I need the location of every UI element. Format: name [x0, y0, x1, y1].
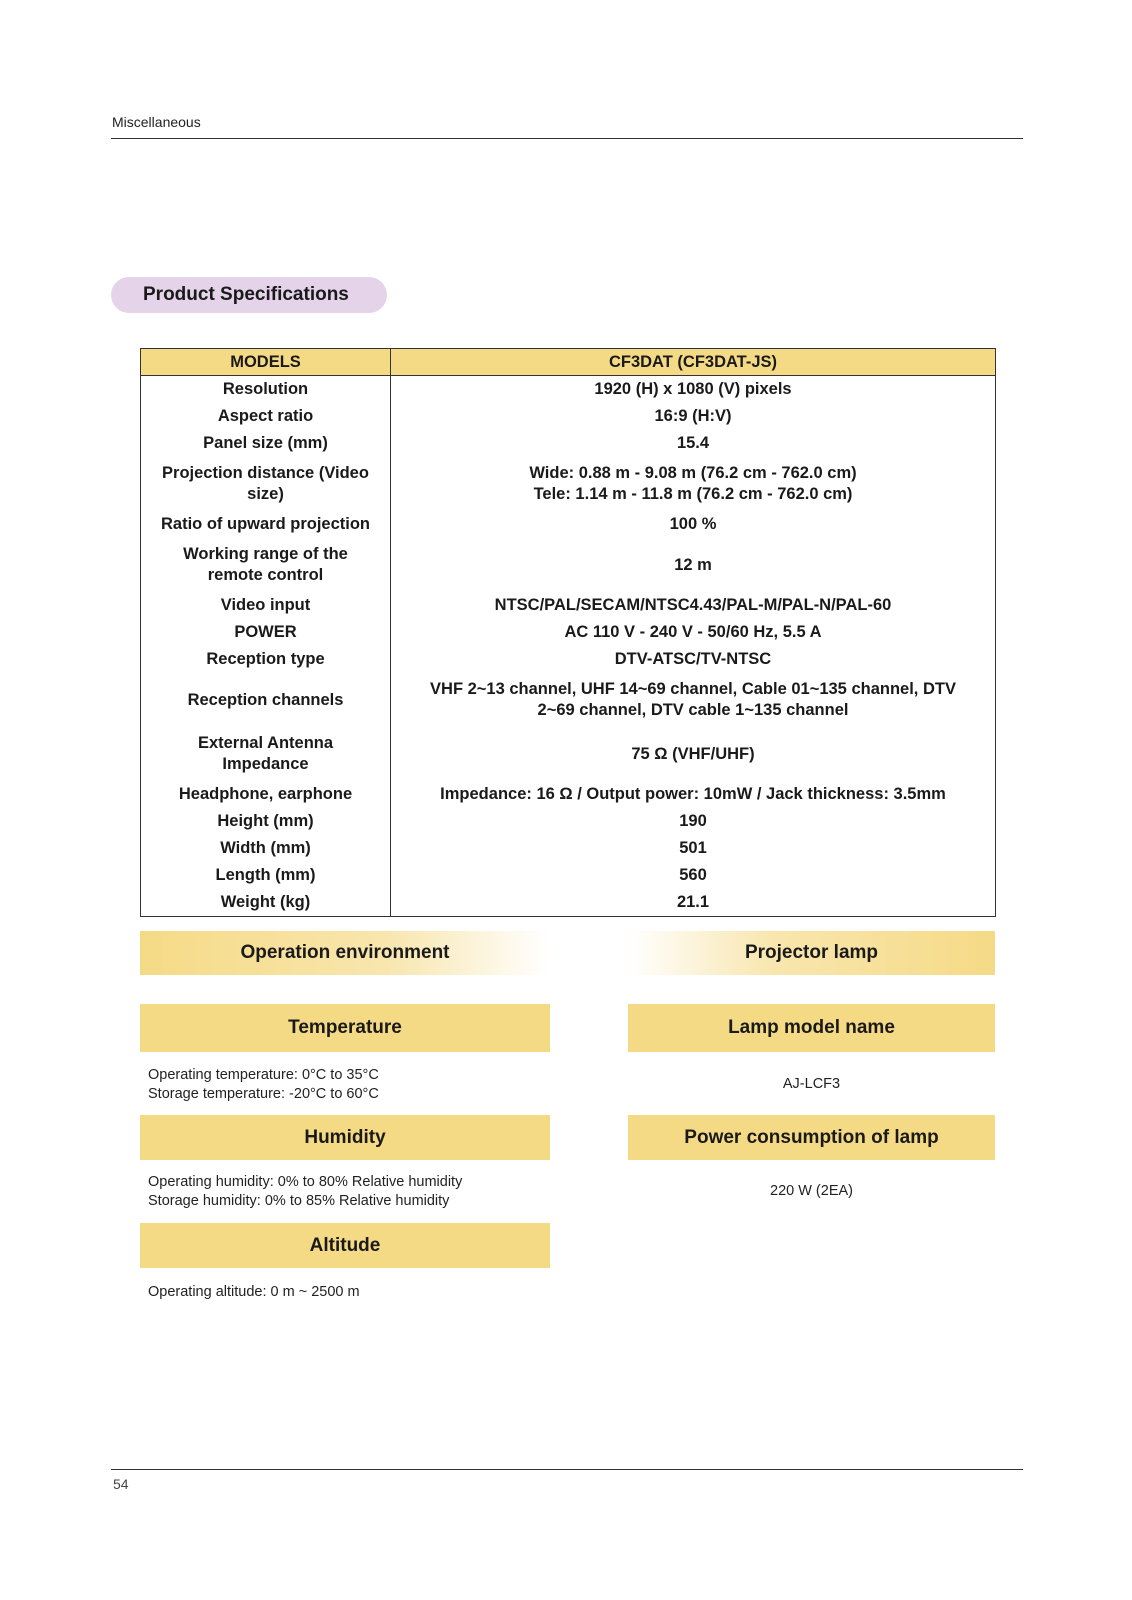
spec-value-line: Wide: 0.88 m - 9.08 m (76.2 cm - 762.0 cm) — [529, 464, 857, 482]
footer-divider — [111, 1469, 1023, 1470]
page-title: Product Specifications — [111, 277, 387, 313]
spec-row — [141, 592, 996, 619]
lamp-power-value: 220 W (2EA) — [770, 1183, 853, 1199]
spec-label-line: Projection distance (Video — [162, 464, 369, 482]
humidity-line: Operating humidity: 0% to 80% Relative humidity — [148, 1174, 463, 1190]
humidity-text — [148, 1173, 462, 1211]
spec-label — [141, 835, 391, 862]
spec-row — [141, 889, 996, 917]
humidity-heading: Humidity — [140, 1115, 550, 1160]
spec-value — [391, 430, 996, 457]
spec-header-value: CF3DAT (CF3DAT-JS) — [391, 349, 996, 376]
spec-value — [391, 376, 996, 404]
spec-row — [141, 808, 996, 835]
spec-row — [141, 376, 996, 404]
spec-label-line: Video input — [220, 596, 311, 614]
lamp-model-value: AJ-LCF3 — [782, 1076, 841, 1092]
spec-value — [391, 457, 996, 511]
spec-label-line: Length (mm) — [215, 866, 316, 884]
spec-value-line: 100 % — [669, 515, 717, 533]
spec-header-row — [141, 349, 996, 376]
spec-row — [141, 403, 996, 430]
temperature-line: Storage temperature: -20°C to 60°C — [148, 1086, 379, 1102]
spec-label-line: Panel size (mm) — [203, 434, 328, 452]
spec-label — [141, 511, 391, 538]
spec-value-line: 21.1 — [676, 893, 710, 911]
spec-label-line: Height (mm) — [217, 812, 314, 830]
spec-value-line: 190 — [679, 812, 707, 830]
spec-label-line: POWER — [234, 623, 297, 641]
spec-value-line: VHF 2~13 channel, UHF 14~69 channel, Cable 01~135 channel, DTV — [430, 680, 956, 698]
spec-label — [141, 727, 391, 781]
spec-value — [391, 511, 996, 538]
spec-label — [141, 673, 391, 727]
spec-label-line: Reception channels — [187, 690, 344, 709]
spec-value-line: AC 110 V - 240 V - 50/60 Hz, 5.5 A — [564, 623, 822, 641]
temperature-line: Operating temperature: 0°C to 35°C — [148, 1067, 379, 1083]
spec-row — [141, 538, 996, 592]
spec-row — [141, 673, 996, 727]
spec-value-line: 12 m — [674, 555, 712, 574]
spec-label — [141, 781, 391, 808]
header-divider — [111, 138, 1023, 139]
spec-table — [140, 348, 996, 917]
spec-label-line: remote control — [207, 566, 324, 584]
spec-row — [141, 835, 996, 862]
spec-row — [141, 646, 996, 673]
spec-label-line: Weight (kg) — [220, 893, 311, 911]
altitude-text — [148, 1283, 360, 1302]
spec-value-line: DTV-ATSC/TV-NTSC — [614, 650, 772, 668]
spec-label — [141, 646, 391, 673]
spec-value — [391, 619, 996, 646]
spec-value-line: NTSC/PAL/SECAM/NTSC4.43/PAL-M/PAL-N/PAL-60 — [494, 596, 892, 614]
spec-label-line: Impedance — [222, 755, 309, 773]
spec-value — [391, 403, 996, 430]
projector-lamp-heading: Projector lamp — [628, 931, 995, 975]
spec-value — [391, 862, 996, 889]
spec-label — [141, 457, 391, 511]
operation-environment-heading: Operation environment — [140, 931, 550, 975]
spec-value-line: 75 Ω (VHF/UHF) — [631, 744, 755, 763]
spec-row — [141, 727, 996, 781]
spec-value-line: Impedance: 16 Ω / Output power: 10mW / Jack thickness: 3.5mm — [440, 785, 946, 803]
spec-label — [141, 592, 391, 619]
spec-header-label: MODELS — [141, 349, 391, 376]
spec-value-line: 560 — [679, 866, 707, 884]
spec-label — [141, 403, 391, 430]
spec-label-line: Reception type — [206, 650, 325, 668]
spec-value — [391, 592, 996, 619]
spec-row — [141, 457, 996, 511]
spec-value-line: Tele: 1.14 m - 11.8 m (76.2 cm - 762.0 cm) — [533, 485, 853, 503]
spec-value — [391, 835, 996, 862]
spec-row — [141, 862, 996, 889]
altitude-line: Operating altitude: 0 m ~ 2500 m — [148, 1284, 360, 1300]
humidity-line: Storage humidity: 0% to 85% Relative humidity — [148, 1193, 450, 1209]
spec-value-line: 2~69 channel, DTV cable 1~135 channel — [537, 701, 849, 719]
spec-value-line: 501 — [679, 839, 707, 857]
spec-value — [391, 889, 996, 917]
spec-value-line: 1920 (H) x 1080 (V) pixels — [594, 380, 792, 398]
altitude-heading: Altitude — [140, 1223, 550, 1268]
spec-label — [141, 808, 391, 835]
lamp-model-heading: Lamp model name — [628, 1004, 995, 1052]
temperature-text — [148, 1066, 379, 1104]
spec-label-line: Width (mm) — [220, 839, 311, 857]
spec-value — [391, 808, 996, 835]
spec-label — [141, 619, 391, 646]
spec-label — [141, 889, 391, 917]
spec-value — [391, 781, 996, 808]
spec-row — [141, 511, 996, 538]
spec-label-line: Aspect ratio — [217, 407, 314, 425]
spec-value — [391, 538, 996, 592]
spec-value — [391, 673, 996, 727]
spec-label — [141, 376, 391, 404]
spec-row — [141, 430, 996, 457]
page-number: 54 — [113, 1476, 129, 1492]
spec-value-line: 16:9 (H:V) — [654, 407, 732, 425]
spec-label-line: Ratio of upward projection — [161, 515, 370, 533]
spec-row — [141, 619, 996, 646]
spec-row — [141, 781, 996, 808]
section-header: Miscellaneous — [112, 114, 201, 130]
spec-label — [141, 430, 391, 457]
spec-label-line: size) — [247, 485, 284, 503]
spec-value-line: 15.4 — [676, 434, 710, 452]
spec-value — [391, 646, 996, 673]
lamp-power-heading: Power consumption of lamp — [628, 1115, 995, 1160]
spec-label-line: Working range of the — [183, 545, 348, 563]
spec-value — [391, 727, 996, 781]
spec-label — [141, 862, 391, 889]
temperature-heading: Temperature — [140, 1004, 550, 1052]
spec-label — [141, 538, 391, 592]
spec-label-line: External Antenna — [197, 734, 334, 752]
spec-label-line: Headphone, earphone — [178, 785, 353, 803]
spec-label-line: Resolution — [222, 380, 309, 398]
spec-body — [141, 376, 996, 917]
